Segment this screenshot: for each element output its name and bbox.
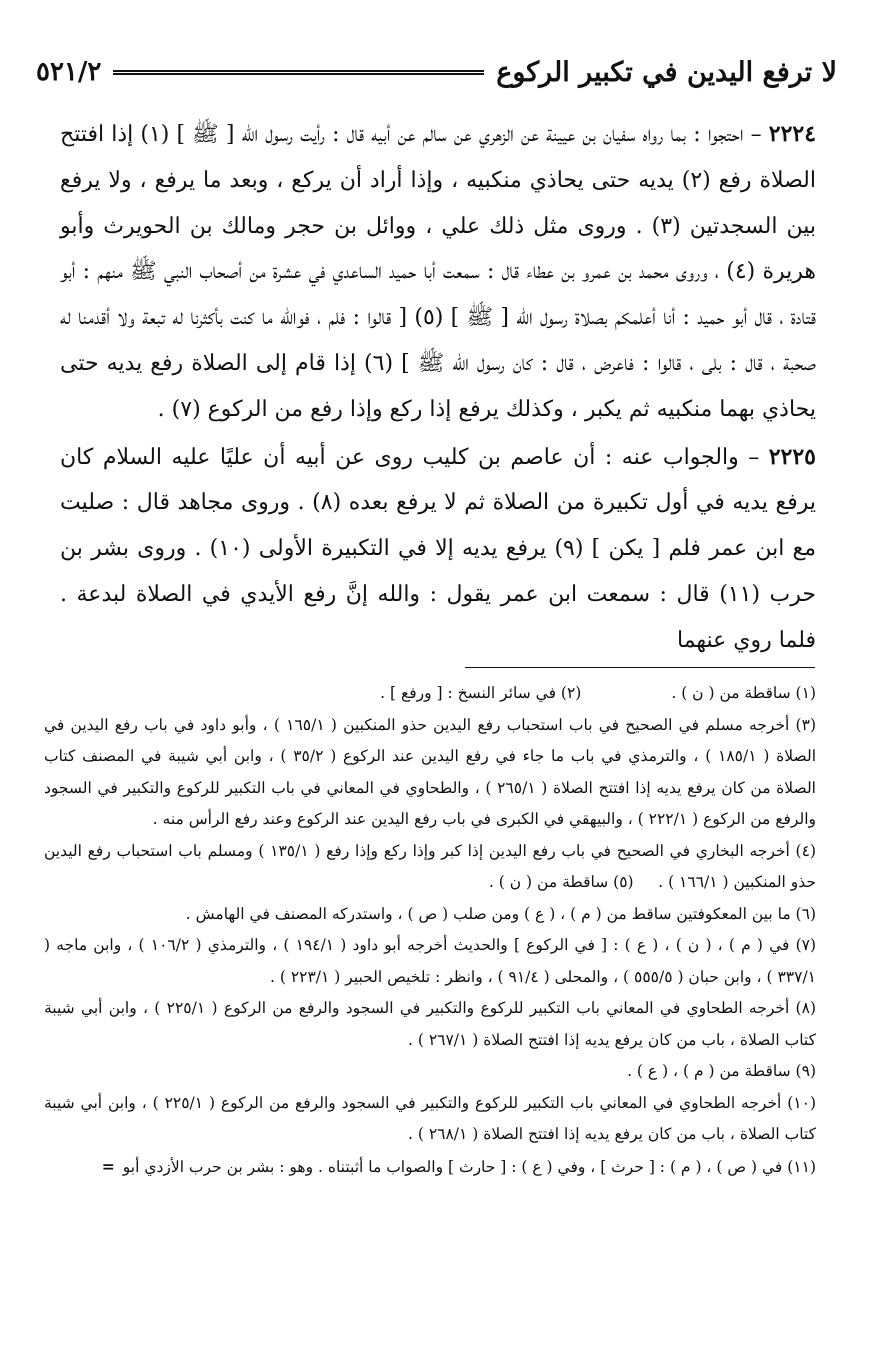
paragraph-text: – والجواب عنه : أن عاصم بن كليب روى عن أبيه أن عليًا عليه السلام كان يرفع يديه في أول تكبيرة من الصلاة ثم لا يرفع بعده (٨) . وروى مجاهد قال : صليت مع ابن عمر فلم [ يكن ] (٩) يرفع يديه إلا في التكبيرة الأولى (١٠) . وروى بشر بن حرب (١١) قال : سمعت ابن عمر يقول : والله إنَّ رفع الأيدي في الصلاة لبدعة . فلما روي عنهما (60, 444, 817, 653)
paragraph-number: ٢٢٢٥ (768, 443, 816, 470)
paragraph-2225 (60, 435, 816, 664)
footnote-4-block (44, 836, 816, 899)
paragraph-2224 (60, 112, 816, 433)
header-rule (113, 70, 484, 75)
main-text (60, 112, 816, 666)
page-number: ٥٢١/٢ (36, 57, 102, 87)
footnote-10: (١٠) أخرجه الطحاوي في المعاني باب التكبير للركوع والتكبير في السجود والرفع من الركوع ( ٢٢٥/١ ) ، وابن أبي شيبة كتاب الصلاة ، باب من كان يرفع يديه إذا افتتح الصلاة ( ٢٦٨/١ ) . (44, 1093, 816, 1143)
footnote-2: (٢) في سائر النسخ : [ ورفع ] . (380, 684, 582, 702)
paragraph-text: – احتجوا : بما رواه سفيان بن عيينة عن الزهري عن سالم عن أبيه قال : رأيت رسول الله [ ﷺ ] (١) إذا افتتح الصلاة رفع (٢) يديه حتى يحاذي منكبيه ، وإذا أراد أن يركع ، وبعد ما يرفع ، ولا يرفع بين السجدتين (٣) . وروى مثل ذلك علي ، ووائل بن حجر ومالك بن الحويرث وأبو هريرة (٤) ، وروى محمد بن عمرو بن عطاء قال : سمعت أبا حميد الساعدي في عشرة من أصحاب النبي ﷺ منهم : أبو قتادة ، قال أبو حميد : أنا أعلمكم بصلاة رسول الله [ ﷺ ] (٥) [ قالوا : فلم ، فوالله ما كنت بأكثرنا له تبعة ولا أقدمنا له صحبة ، قال : بلى ، قالوا : فاعرض ، قال : كان رسول الله ﷺ ] (٦) إذا قام إلى الصلاة رفع يديه حتى يحاذي بهما منكبيه ثم يكبر ، وكذلك يرفع إذا ركع وإذا رفع من الركوع (٧) . (60, 122, 817, 422)
footnote-6: (٦) ما بين المعكوفتين ساقط من ( م ) ، ( ع ) ومن صلب ( ص ) ، واستدركه المصنف في الهامش . (185, 904, 816, 923)
footnote-row (44, 678, 816, 710)
footnote-1: (١) ساقطة من ( ن ) . (671, 684, 816, 702)
continuation-mark: = (101, 1156, 115, 1176)
footnote-4: (٤) أخرجه البخاري في الصحيح في باب رفع اليدين إذا كبر وإذا ركع وإذا رفع ( ١٣٥/١ ) ومسلم باب استحباب رفع اليدين حذو المنكبين ( ١٦٦/١ ) . (44, 841, 816, 891)
footnote-separator (465, 667, 815, 668)
footnote-9: (٩) ساقطة من ( م ) ، ( ع ) . (627, 1062, 816, 1080)
chapter-title: لا ترفع اليدين في تكبير الركوع (496, 56, 837, 88)
footnotes (44, 678, 816, 1183)
running-header (36, 52, 837, 92)
footnote-11: (١١) في ( ص ) ، ( م ) : [ حرث ] ، وفي ( ع ) : [ حارث ] والصواب ما أثبتناه . وهو : بشر بن حرب الأزدي أبو (122, 1157, 816, 1176)
footnote-7: (٧) في ( م ) ، ( ن ) ، ( ع ) : [ في الركوع ] والحديث أخرجه أبو داود ( ١٩٤/١ ) ، والترمذي ( ١٠٦/٢ ) ، وابن ماجه ( ٣٣٧/١ ) ، وابن حبان ( ٥٥٥/٥ ) ، والمحلى ( ٩١/٤ ) ، وانظر : تلخيص الحبير ( ٢٢٣/١ ) . (44, 936, 817, 986)
footnote-3: (٣) أخرجه مسلم في الصحيح في باب استحباب رفع اليدين حذو المنكبين ( ١٦٥/١ ) ، وأبو داود في باب رفع اليدين في الصلاة ( ١٨٥/١ ) ، والترمذي في باب ما جاء في رفع اليدين عند الركوع ( ٣٥/٢ ) ، وابن أبي شيبة في المصنف كتاب الصلاة من كان يرفع يديه إذا افتتح الصلاة ( ٢٦٥/١ ) ، والطحاوي في المعاني في باب التكبير للركوع والتكبير في السجود والرفع من الركوع ( ٢٢٢/١ ) ، والبيهقي في الكبرى في باب رفع اليدين عند الركوع وعند رفع الرأس منه . (44, 715, 817, 828)
footnote-11-block (44, 1151, 816, 1184)
paragraph-number: ٢٢٢٤ (768, 121, 817, 147)
footnote-8: (٨) أخرجه الطحاوي في المعاني باب التكبير للركوع والتكبير في السجود والرفع من الركوع ( ٢٢٥/١ ) ، وابن أبي شيبة كتاب الصلاة ، باب من كان يرفع يديه إذا افتتح الصلاة ( ٢٦٧/١ ) . (44, 999, 816, 1049)
footnote-5: (٥) ساقطة من ( ن ) . (488, 873, 634, 891)
